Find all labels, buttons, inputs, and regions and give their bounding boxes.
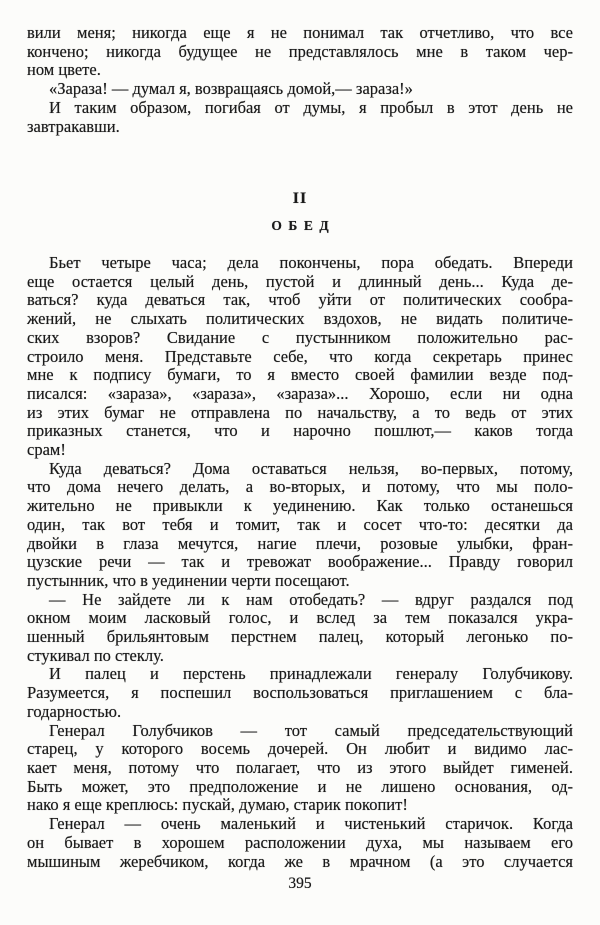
text-line: Бьет четыре часа; дела покончены, пора обедать. Впереди — [49, 253, 573, 272]
text-line: жительно не привыкли к уединению. Как только останешься — [27, 496, 573, 516]
chapter-heading — [0, 189, 600, 233]
text-line: он бывает в хорошем расположении духа, мы называем его — [27, 832, 573, 852]
text-line: писался: «зараза», «зараза», «зараза»... Хорошо, если ни одна — [27, 383, 573, 403]
text-line: Разумеется, я поспешил воспользоваться приглашением с бла- — [27, 683, 573, 703]
chapter-title: ОБЕД — [271, 218, 336, 233]
text-line: годарностью. — [27, 701, 122, 721]
text-line: кает меня, потому что полагает, что из этого выйдет гименей. — [27, 757, 573, 777]
text-line: Генерал — очень маленький и чистенький старичок. Когда — [49, 814, 573, 834]
text-line: — Не зайдете ли к нам отобедать? — вдруг раздался под — [49, 589, 573, 609]
text-line: двойки в глаза мечутся, нагие плечи, розовые улыбки, фран- — [27, 533, 573, 553]
text-line: приказных станется, что и нарочно пошлют,— каков тогда — [27, 421, 573, 441]
text-line: завтракавши. — [27, 116, 120, 136]
body-text-block — [27, 254, 573, 871]
paragraph-continuation-block — [27, 24, 573, 136]
text-line: еще остается целый день, пустой и длинный день... Куда де- — [27, 271, 573, 291]
text-line: один, так вот тебя и томит, так и сосет что-то: десятки да — [27, 514, 573, 534]
text-line: И палец и перстень принадлежали генералу Голубчикову. — [49, 664, 573, 684]
text-line: жений, не слыхать политических вздохов, не видать политиче- — [27, 309, 573, 329]
text-line: кончено; никогда будущее не представлялось мне в таком чер- — [27, 41, 573, 61]
chapter-number: II — [292, 190, 308, 207]
text-line: окном моим ласковый голос, и вслед за тем показался укра- — [27, 608, 573, 628]
text-line: «Зараза! — думал я, возвращаясь домой,— зараза!» — [49, 79, 413, 99]
text-line: из этих бумаг не отправлена по начальству, а то ведь от этих — [27, 402, 573, 422]
text-line: нако я еще креплюсь: пускай, думаю, старик покопит! — [27, 795, 408, 815]
text-line: ном цвете. — [27, 60, 101, 80]
text-line: ваться? куда деваться так, чтоб уйти от политических сообра- — [27, 290, 573, 310]
text-line: Быть может, это предположение и не лишено основания, од- — [27, 776, 573, 796]
text-line: Генерал Голубчиков — тот самый председательствующий — [49, 720, 573, 740]
text-line: цузские речи — так и тревожат воображение... Правду говорил — [27, 552, 573, 572]
text-line: пустынник, что в уединении черти посещают. — [27, 570, 350, 590]
text-line: вили меня; никогда еще я не понимал так отчетливо, что все — [27, 23, 573, 42]
text-line: стукивал по стеклу. — [27, 645, 164, 665]
text-line: старец, у которого восемь дочерей. Он любит и видимо лас- — [27, 739, 573, 759]
text-line: что дома нечего делать, а во-вторых, и потому, что мы поло- — [27, 477, 573, 497]
text-line: мне к подпису бумаги, то я вместо своей фамилии везде под- — [27, 365, 573, 385]
text-line: строило меня. Представьте себе, что когда секретарь принес — [27, 346, 573, 366]
text-line: срам! — [27, 440, 66, 460]
text-line: ских взоров? Свидание с пустынником положительно рас- — [27, 327, 573, 347]
text-line: Куда деваться? Дома оставаться нельзя, во-первых, потому, — [49, 458, 573, 478]
text-line: шенный брильянтовым перстнем палец, который легонько по- — [27, 627, 573, 647]
page-number: 395 — [288, 875, 312, 892]
text-line: мышиным жеребчиком, когда же в мрачном (а это случается — [27, 851, 573, 871]
text-line: И таким образом, погибая от думы, я пробыл в этот день не — [49, 97, 573, 117]
